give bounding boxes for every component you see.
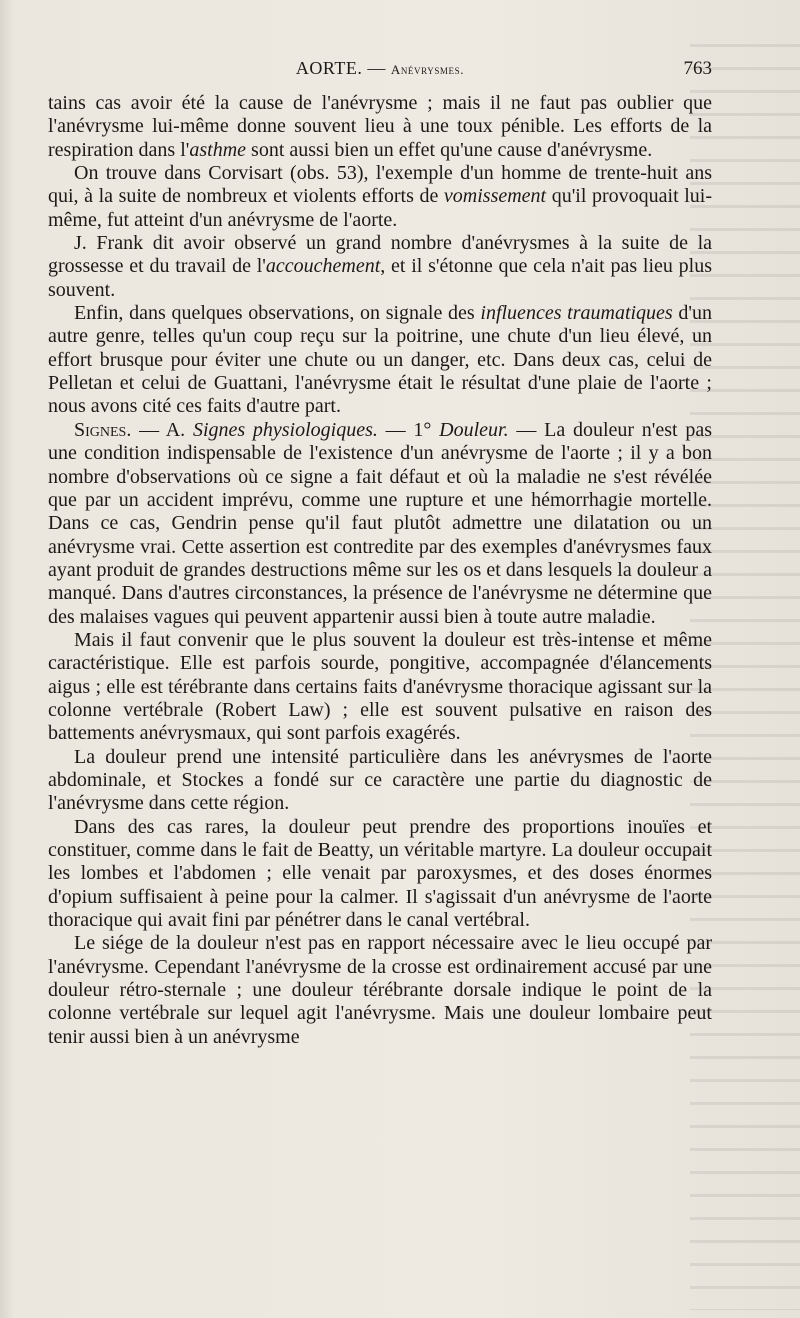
paragraph-6-text: Mais il faut convenir que le plus souvent la douleur est très-intense et même caractéristique. Elle est parfois sourde, pongitive, accompagnée d'élancements aigus ; elle est térébrante dans certains faits d'anévrysme thoracique agissant sur la colonne vertébrale (Robert Law) ; elle est souvent pulsative en raison des battements anévrysmaux, qui sont parfois exagérés. bbox=[48, 628, 712, 745]
paragraph-3-text-a: J. Frank dit avoir observé un grand nombre d'anévrysmes à la suite de la grossesse et du travail de l' bbox=[48, 232, 712, 278]
paragraph-3-text-b: , et il s'étonne que cela n'ait pas lieu plus souvent. bbox=[48, 255, 712, 301]
paragraph-5-text-a: — A. bbox=[131, 418, 193, 441]
paragraph-8-text: Dans des cas rares, la douleur peut prendre des proportions inouïes et constituer, comme dans le fait de Beatty, un véritable martyre. La douleur occupait les lombes et l'abdomen ; elle venait par paroxysmes, et des doses énormes d'opium suffisaient à peine pour la calmer. Il s'agissait d'un anévrysme de l'aorte thoracique qui avait fini par pénétrer dans le canal vertébral. bbox=[48, 815, 712, 932]
running-title bbox=[48, 58, 712, 79]
paragraph-1-italic: asthme bbox=[189, 138, 247, 161]
subsection-heading-signes-physiologiques: Signes physiologiques. bbox=[192, 418, 378, 441]
paragraph-6 bbox=[48, 629, 712, 746]
running-title-subject: Anévrysmes. bbox=[390, 62, 465, 77]
paragraph-1 bbox=[48, 92, 712, 162]
paragraph-3 bbox=[48, 232, 712, 302]
body-text bbox=[48, 92, 712, 1049]
paragraph-9-text: Le siége de la douleur n'est pas en rapport nécessaire avec le lieu occupé par l'anévrysme. Cependant l'anévrysme de la crosse est ordinairement accusé par une douleur rétro-sternale ; une douleur térébrante dorsale indique le point de la colonne vertébrale sur lequel agit l'anévrysme. Mais une douleur lombaire peut tenir aussi bien à un anévrysme bbox=[48, 932, 712, 1048]
page-header bbox=[48, 58, 712, 88]
paragraph-4-text-b: d'un autre genre, telles qu'un coup reçu sur la poitrine, une chute d'un lieu élevé, un effort brusque pour éviter une chute ou un danger, etc. Dans deux cas, celui de Pelletan et celui de Guattani, l'anévrysme était le résultat d'une plaie de l'aorte ; nous avons cité ces faits d'autre part. bbox=[48, 302, 713, 418]
page-number: 763 bbox=[683, 58, 712, 79]
paragraph-4 bbox=[48, 302, 712, 419]
paragraph-3-italic: accouchement bbox=[265, 255, 381, 278]
paragraph-2-text-a: On trouve dans Corvisart (obs. 53), l'exemple d'un homme de trente-huit ans qui, à la suite de nombreux et violents efforts de bbox=[48, 162, 712, 208]
paragraph-4-italic: influences traumatiques bbox=[480, 302, 673, 325]
section-heading-signes: Signes. bbox=[74, 418, 132, 441]
paragraph-8 bbox=[48, 816, 712, 933]
running-title-main: AORTE. — bbox=[295, 58, 391, 78]
paragraph-2-text-b: qu'il provoquait lui-même, fut atteint d'un anévrysme de l'aorte. bbox=[48, 185, 712, 231]
paragraph-9 bbox=[48, 932, 712, 1049]
paragraph-2-italic: vomissement bbox=[443, 185, 547, 208]
paragraph-7-text: La douleur prend une intensité particulière dans les anévrysmes de l'aorte abdominale, et Stockes a fondé sur ce caractère une partie du diagnostic de l'anévrysme dans cette région. bbox=[48, 745, 712, 815]
paragraph-2 bbox=[48, 162, 712, 232]
paragraph-5-signes bbox=[48, 419, 712, 629]
paragraph-1-text-b: sont aussi bien un effet qu'une cause d'anévrysme. bbox=[246, 138, 653, 161]
paragraph-5-text-c: — La douleur n'est pas une condition indispensable de l'existence d'un anévrysme de l'aorte ; il y a bon nombre d'observations où ce signe a fait défaut et où la maladie ne s'est révélée que par un accident imprévu, comme une rupture et une hémorrhagie mortelle. Dans ce cas, Gendrin pense qu'il faut plutôt admettre une dilatation ou un anévrysme vrai. Cette assertion est contredite par des exemples d'anévrysmes faux ayant produit de grandes destructions même sur les os et dans lesquels la douleur a manqué. Dans d'autres circonstances, la présence de l'anévrysme ne détermine que des malaises vagues qui peuvent appartenir aussi bien à toute autre maladie. bbox=[48, 418, 713, 628]
paragraph-1-text-a: tains cas avoir été la cause de l'anévrysme ; mais il ne faut pas oublier que l'anévrysme lui-même donne souvent lieu à une toux pénible. Les efforts de la respiration dans l' bbox=[48, 92, 712, 161]
paragraph-4-text-a: Enfin, dans quelques observations, on signale des bbox=[74, 302, 481, 325]
paragraph-7 bbox=[48, 746, 712, 816]
paragraph-5-text-b: — 1° bbox=[377, 418, 440, 441]
subsection-heading-douleur: Douleur. bbox=[439, 418, 509, 441]
